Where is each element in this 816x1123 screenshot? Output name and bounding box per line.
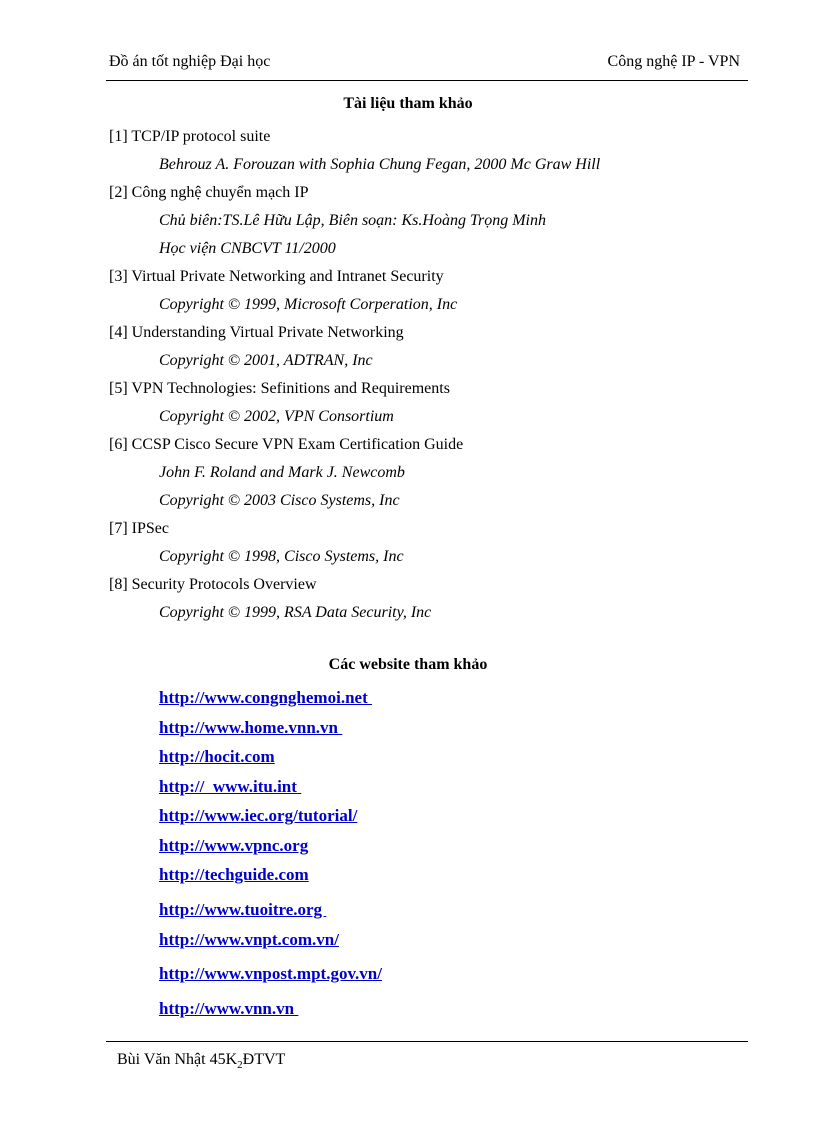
website-link[interactable]: http://www.home.vnn.vn xyxy=(159,718,343,737)
header-divider xyxy=(106,80,748,81)
reference-detail: John F. Roland and Mark J. Newcomb xyxy=(159,464,405,481)
website-link[interactable]: http://www.vnn.vn xyxy=(159,999,299,1018)
footer-divider xyxy=(106,1041,748,1042)
reference-detail: Chủ biên:TS.Lê Hữu Lập, Biên soạn: Ks.Hoàng Trọng Minh xyxy=(159,212,546,229)
reference-title: [7] IPSec xyxy=(109,520,169,537)
website-link[interactable]: http://www.vnpt.com.vn/ xyxy=(159,930,339,949)
references-title: Tài liệu tham khảo xyxy=(343,95,473,112)
website-link[interactable]: http://www.congnghemoi.net xyxy=(159,688,372,707)
reference-title: [4] Understanding Virtual Private Networking xyxy=(109,324,404,341)
reference-title: [6] CCSP Cisco Secure VPN Exam Certification Guide xyxy=(109,436,464,453)
header-right: Công nghệ IP - VPN xyxy=(607,53,740,70)
website-link[interactable]: http:// www.itu.int xyxy=(159,777,302,796)
reference-title: [3] Virtual Private Networking and Intranet Security xyxy=(109,268,444,285)
website-link[interactable]: http://hocit.com xyxy=(159,747,275,766)
reference-detail: Copyright © 2003 Cisco Systems, Inc xyxy=(159,492,400,509)
website-link[interactable]: http://www.vnpost.mpt.gov.vn/ xyxy=(159,964,382,983)
website-link[interactable]: http://www.iec.org/tutorial/ xyxy=(159,806,358,825)
website-link[interactable]: http://www.tuoitre.org xyxy=(159,900,327,919)
reference-detail: Copyright © 1999, RSA Data Security, Inc xyxy=(159,604,432,621)
footer-subscript: 2 xyxy=(237,1059,243,1072)
website-link[interactable]: http://techguide.com xyxy=(159,865,309,884)
footer-author: Bùi Văn Nhật 45K xyxy=(117,1051,238,1068)
reference-detail: Copyright © 2001, ADTRAN, Inc xyxy=(159,352,373,369)
reference-detail: Copyright © 1999, Microsoft Corperation, Inc xyxy=(159,296,458,313)
header-left: Đồ án tốt nghiệp Đại học xyxy=(109,53,271,70)
reference-title: [5] VPN Technologies: Sefinitions and Requirements xyxy=(109,380,450,397)
reference-detail: Copyright © 2002, VPN Consortium xyxy=(159,408,394,425)
reference-title: [1] TCP/IP protocol suite xyxy=(109,128,271,145)
reference-title: [2] Công nghệ chuyển mạch IP xyxy=(109,184,309,201)
reference-title: [8] Security Protocols Overview xyxy=(109,576,317,593)
footer-class: ĐTVT xyxy=(242,1051,286,1068)
website-link[interactable]: http://www.vpnc.org xyxy=(159,836,309,855)
reference-detail: Học viện CNBCVT 11/2000 xyxy=(159,240,336,257)
footer xyxy=(117,1051,285,1071)
websites-title: Các website tham khảo xyxy=(328,656,488,673)
reference-detail: Behrouz A. Forouzan with Sophia Chung Fegan, 2000 Mc Graw Hill xyxy=(159,156,601,173)
reference-detail: Copyright © 1998, Cisco Systems, Inc xyxy=(159,548,404,565)
